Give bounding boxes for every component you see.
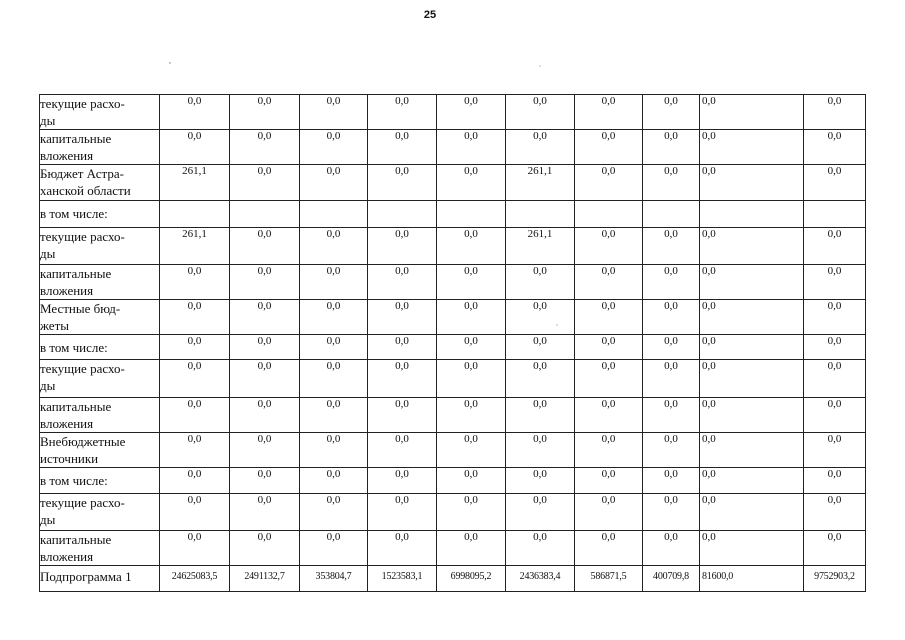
value-cell: 0,0 — [368, 95, 437, 130]
value-cell: 0,0 — [300, 130, 368, 165]
row-label-line: вложения — [40, 416, 94, 431]
value-cell: 0,0 — [437, 165, 506, 201]
row-label — [40, 566, 160, 592]
value-cell: 0,0 — [300, 360, 368, 398]
table-row — [40, 165, 866, 201]
value-cell: 0,0 — [575, 335, 643, 360]
row-label-line: текущие расхо- — [40, 361, 125, 376]
value-cell: 0,0 — [700, 265, 804, 300]
value-cell: 0,0 — [300, 265, 368, 300]
value-cell: 0,0 — [160, 468, 230, 494]
value-cell — [575, 201, 643, 228]
value-cell: 0,0 — [575, 360, 643, 398]
value-cell: 0,0 — [804, 300, 866, 335]
row-label — [40, 398, 160, 433]
value-cell: 0,0 — [160, 130, 230, 165]
value-cell: 0,0 — [368, 531, 437, 566]
value-cell: 0,0 — [643, 398, 700, 433]
value-cell: 0,0 — [804, 95, 866, 130]
value-cell: 6998095,2 — [437, 566, 506, 592]
table-row — [40, 95, 866, 130]
value-cell: 0,0 — [804, 494, 866, 531]
value-cell: 0,0 — [643, 165, 700, 201]
value-cell: 0,0 — [230, 165, 300, 201]
value-cell: 0,0 — [437, 95, 506, 130]
value-cell: 0,0 — [506, 265, 575, 300]
value-cell: 0,0 — [804, 398, 866, 433]
value-cell: 0,0 — [437, 130, 506, 165]
value-cell: 0,0 — [700, 468, 804, 494]
table-row — [40, 300, 866, 335]
row-label-line: вложения — [40, 148, 94, 163]
value-cell: 0,0 — [300, 531, 368, 566]
table-row — [40, 360, 866, 398]
value-cell: 0,0 — [506, 531, 575, 566]
value-cell: 0,0 — [230, 398, 300, 433]
value-cell: 0,0 — [160, 265, 230, 300]
value-cell: 0,0 — [368, 360, 437, 398]
row-label-line: в том числе: — [40, 340, 108, 355]
value-cell: 0,0 — [437, 300, 506, 335]
value-cell: 0,0 — [643, 494, 700, 531]
value-cell: 0,0 — [368, 335, 437, 360]
value-cell — [506, 201, 575, 228]
table-row — [40, 265, 866, 300]
value-cell: 0,0 — [437, 531, 506, 566]
value-cell: 0,0 — [643, 468, 700, 494]
value-cell: 0,0 — [506, 335, 575, 360]
row-label-line: ды — [40, 246, 56, 261]
page-number: 25 — [423, 9, 437, 21]
value-cell: 0,0 — [643, 335, 700, 360]
row-label — [40, 165, 160, 201]
value-cell: 0,0 — [160, 433, 230, 468]
value-cell: 0,0 — [160, 494, 230, 531]
table-row — [40, 335, 866, 360]
value-cell: 0,0 — [506, 433, 575, 468]
value-cell: 0,0 — [437, 265, 506, 300]
budget-table-body — [40, 95, 866, 592]
value-cell — [300, 201, 368, 228]
value-cell: 0,0 — [643, 360, 700, 398]
row-label-line: вложения — [40, 283, 94, 298]
value-cell: 0,0 — [300, 468, 368, 494]
value-cell: 0,0 — [230, 360, 300, 398]
table-row — [40, 228, 866, 265]
value-cell: 0,0 — [575, 130, 643, 165]
value-cell: 0,0 — [230, 95, 300, 130]
value-cell: 0,0 — [230, 265, 300, 300]
value-cell: 0,0 — [804, 130, 866, 165]
value-cell — [804, 201, 866, 228]
value-cell: 0,0 — [575, 494, 643, 531]
row-label-line: капитальные — [40, 266, 112, 281]
value-cell — [643, 201, 700, 228]
value-cell: 0,0 — [575, 265, 643, 300]
row-label — [40, 228, 160, 265]
value-cell: 261,1 — [506, 165, 575, 201]
value-cell: 0,0 — [804, 468, 866, 494]
row-label-line: текущие расхо- — [40, 229, 125, 244]
table-row — [40, 468, 866, 494]
value-cell: 0,0 — [506, 468, 575, 494]
row-label — [40, 130, 160, 165]
value-cell: 24625083,5 — [160, 566, 230, 592]
value-cell — [368, 201, 437, 228]
value-cell: 0,0 — [575, 433, 643, 468]
value-cell: 0,0 — [700, 360, 804, 398]
value-cell: 0,0 — [804, 335, 866, 360]
value-cell: 0,0 — [437, 494, 506, 531]
value-cell: 0,0 — [700, 165, 804, 201]
row-label-line: ды — [40, 512, 56, 527]
row-label — [40, 335, 160, 360]
value-cell: 0,0 — [643, 433, 700, 468]
value-cell: 81600,0 — [700, 566, 804, 592]
value-cell: 0,0 — [368, 300, 437, 335]
value-cell: 9752903,2 — [804, 566, 866, 592]
value-cell: 0,0 — [230, 130, 300, 165]
table-row — [40, 494, 866, 531]
value-cell — [230, 201, 300, 228]
value-cell: 0,0 — [804, 360, 866, 398]
value-cell: 261,1 — [160, 228, 230, 265]
value-cell: 0,0 — [230, 433, 300, 468]
row-label-line: ды — [40, 378, 56, 393]
row-label-line: ханской области — [40, 183, 131, 198]
row-label-line: в том числе: — [40, 206, 108, 221]
value-cell — [437, 201, 506, 228]
row-label-line: в том числе: — [40, 473, 108, 488]
value-cell: 2436383,4 — [506, 566, 575, 592]
value-cell: 0,0 — [804, 265, 866, 300]
value-cell: 0,0 — [300, 494, 368, 531]
value-cell: 353804,7 — [300, 566, 368, 592]
table-row — [40, 130, 866, 165]
value-cell: 0,0 — [368, 165, 437, 201]
value-cell: 400709,8 — [643, 566, 700, 592]
table-row — [40, 201, 866, 228]
value-cell: 0,0 — [160, 398, 230, 433]
value-cell: 0,0 — [300, 398, 368, 433]
value-cell: 261,1 — [160, 165, 230, 201]
value-cell: 0,0 — [575, 300, 643, 335]
row-label-line: жеты — [40, 318, 69, 333]
value-cell: 0,0 — [437, 228, 506, 265]
row-label — [40, 468, 160, 494]
value-cell: 0,0 — [506, 130, 575, 165]
row-label — [40, 201, 160, 228]
value-cell: 0,0 — [575, 228, 643, 265]
value-cell: 0,0 — [437, 468, 506, 494]
row-label-line: Бюджет Астра- — [40, 166, 124, 181]
value-cell: 0,0 — [368, 265, 437, 300]
budget-table — [39, 94, 866, 592]
value-cell: 0,0 — [230, 531, 300, 566]
row-label — [40, 265, 160, 300]
row-label-line: капитальные — [40, 532, 112, 547]
value-cell: 0,0 — [506, 300, 575, 335]
value-cell: 0,0 — [700, 130, 804, 165]
value-cell: 0,0 — [300, 228, 368, 265]
value-cell: 0,0 — [506, 360, 575, 398]
value-cell: 0,0 — [804, 165, 866, 201]
value-cell — [160, 201, 230, 228]
row-label-line: капитальные — [40, 399, 112, 414]
row-label-line: Внебюджетные — [40, 434, 126, 449]
value-cell: 0,0 — [368, 494, 437, 531]
value-cell: 0,0 — [300, 300, 368, 335]
value-cell: 0,0 — [160, 360, 230, 398]
value-cell: 0,0 — [230, 335, 300, 360]
value-cell: 0,0 — [300, 433, 368, 468]
value-cell: 261,1 — [506, 228, 575, 265]
value-cell: 0,0 — [643, 300, 700, 335]
table-row — [40, 433, 866, 468]
value-cell: 0,0 — [804, 228, 866, 265]
value-cell: 0,0 — [575, 468, 643, 494]
row-label-line: Местные бюд- — [40, 301, 121, 316]
row-label — [40, 360, 160, 398]
value-cell: 0,0 — [300, 95, 368, 130]
row-label-line: текущие расхо- — [40, 96, 125, 111]
value-cell: 0,0 — [160, 300, 230, 335]
row-label — [40, 531, 160, 566]
row-label-line: капитальные — [40, 131, 112, 146]
value-cell: 0,0 — [437, 335, 506, 360]
value-cell: 0,0 — [700, 433, 804, 468]
value-cell: 0,0 — [160, 95, 230, 130]
value-cell: 0,0 — [700, 300, 804, 335]
row-label-line: текущие расхо- — [40, 495, 125, 510]
row-label-line: источники — [40, 451, 99, 466]
value-cell: 0,0 — [300, 335, 368, 360]
value-cell: 0,0 — [437, 360, 506, 398]
value-cell: 0,0 — [643, 531, 700, 566]
value-cell: 1523583,1 — [368, 566, 437, 592]
row-label — [40, 300, 160, 335]
value-cell: 0,0 — [437, 433, 506, 468]
value-cell: 0,0 — [437, 398, 506, 433]
row-label — [40, 95, 160, 130]
value-cell: 0,0 — [575, 165, 643, 201]
value-cell: 0,0 — [643, 228, 700, 265]
row-label — [40, 494, 160, 531]
value-cell: 0,0 — [575, 95, 643, 130]
table-row — [40, 531, 866, 566]
value-cell: 0,0 — [506, 494, 575, 531]
row-label — [40, 433, 160, 468]
value-cell: 0,0 — [230, 468, 300, 494]
row-label-line: вложения — [40, 549, 94, 564]
value-cell: 0,0 — [368, 468, 437, 494]
value-cell: 0,0 — [160, 335, 230, 360]
row-label-line: Подпрограмма 1 — [40, 569, 132, 584]
value-cell: 0,0 — [643, 265, 700, 300]
value-cell — [700, 201, 804, 228]
value-cell: 0,0 — [643, 95, 700, 130]
value-cell: 0,0 — [700, 335, 804, 360]
value-cell: 0,0 — [700, 494, 804, 531]
value-cell: 0,0 — [230, 300, 300, 335]
value-cell: 0,0 — [160, 531, 230, 566]
row-label-line: ды — [40, 113, 56, 128]
value-cell: 0,0 — [643, 130, 700, 165]
value-cell: 0,0 — [700, 531, 804, 566]
value-cell: 0,0 — [506, 95, 575, 130]
value-cell: 2491132,7 — [230, 566, 300, 592]
value-cell: 0,0 — [804, 433, 866, 468]
value-cell: 0,0 — [368, 228, 437, 265]
value-cell: 0,0 — [300, 165, 368, 201]
table-row-total — [40, 566, 866, 592]
value-cell: 0,0 — [804, 531, 866, 566]
value-cell: 0,0 — [575, 531, 643, 566]
value-cell: 0,0 — [368, 130, 437, 165]
value-cell: 0,0 — [368, 398, 437, 433]
value-cell: 0,0 — [506, 398, 575, 433]
value-cell: 0,0 — [230, 494, 300, 531]
value-cell: 586871,5 — [575, 566, 643, 592]
value-cell: 0,0 — [700, 95, 804, 130]
value-cell: 0,0 — [700, 398, 804, 433]
value-cell: 0,0 — [700, 228, 804, 265]
value-cell: 0,0 — [230, 228, 300, 265]
table-row — [40, 398, 866, 433]
value-cell: 0,0 — [575, 398, 643, 433]
value-cell: 0,0 — [368, 433, 437, 468]
